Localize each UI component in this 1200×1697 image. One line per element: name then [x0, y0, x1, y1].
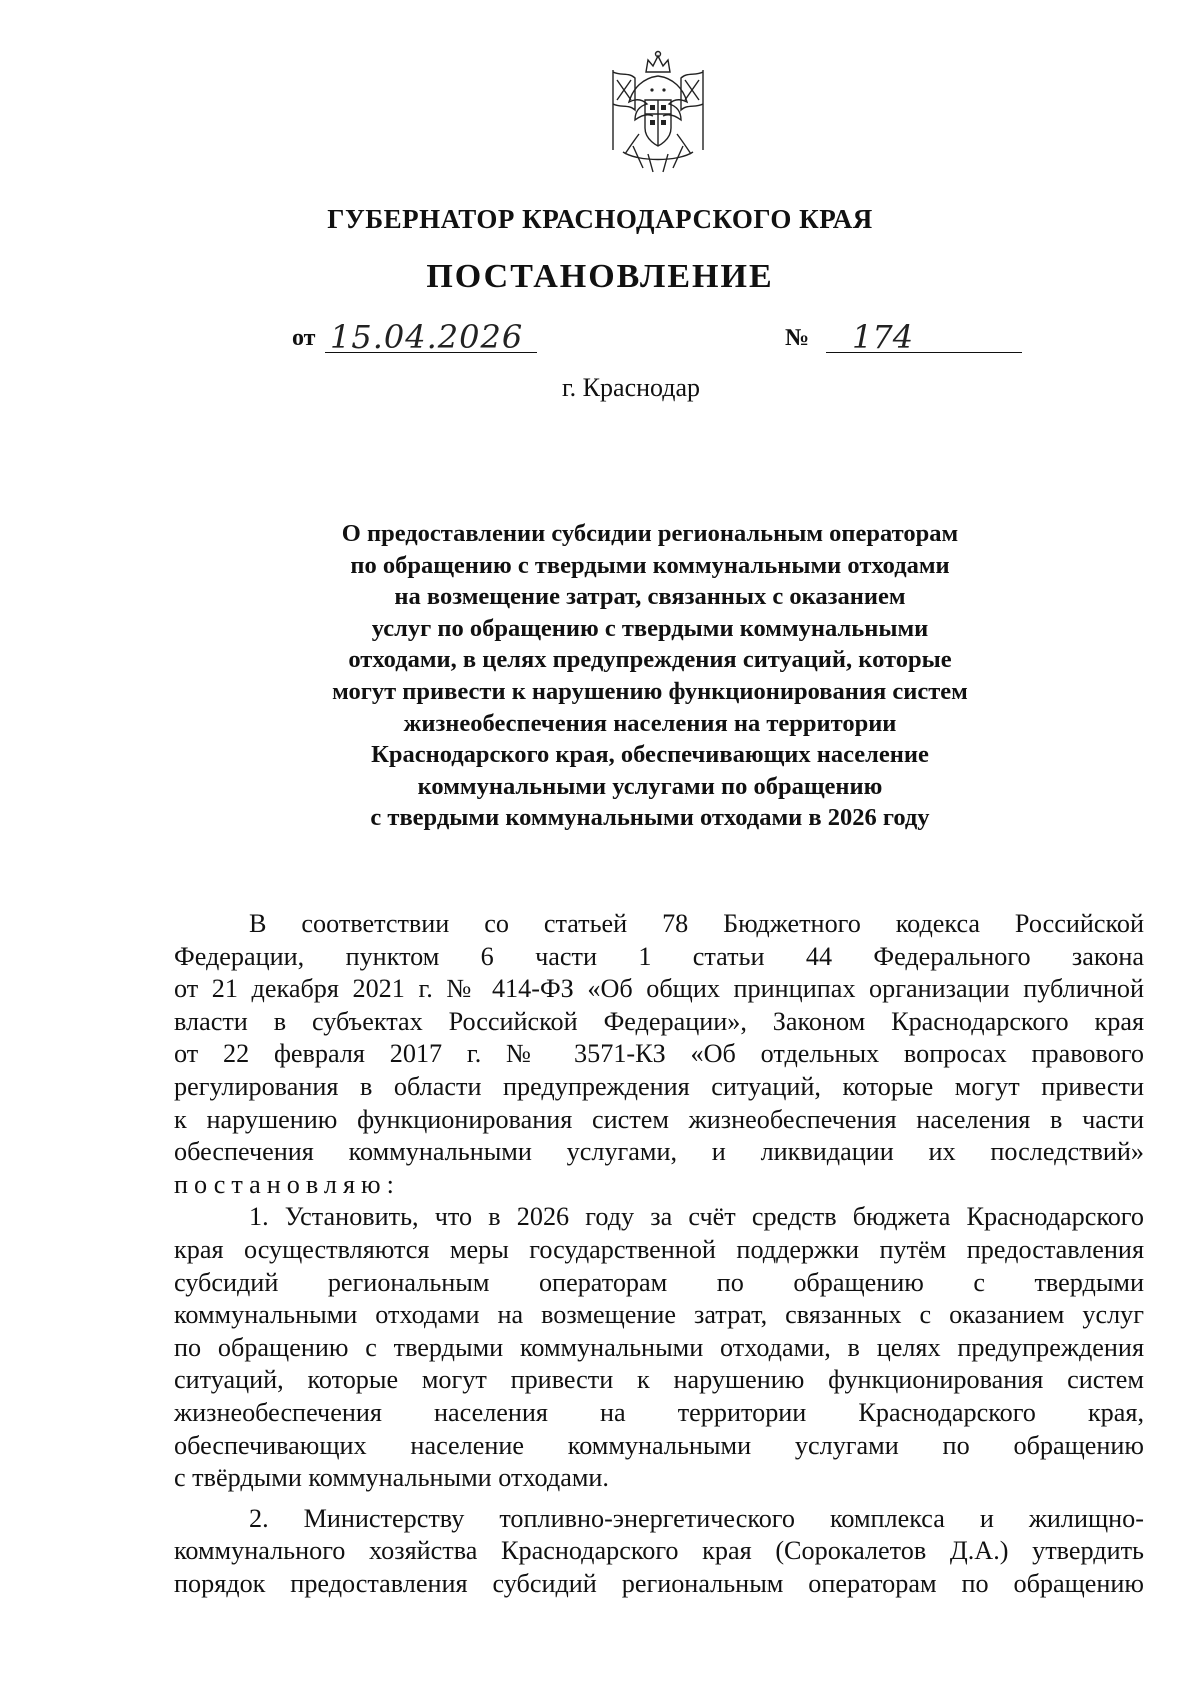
item-1-paragraph	[174, 1201, 1144, 1494]
document-number: 174	[852, 318, 914, 356]
item-line: субсидий региональным операторам по обращению с твердыми	[174, 1267, 1144, 1297]
title-line: О предоставлении субсидии региональным операторам	[341, 520, 959, 547]
preamble-paragraph	[174, 908, 1144, 1201]
number-prefix: №	[785, 325, 810, 351]
document-body	[174, 908, 1144, 1600]
item-line: порядок предоставления субсидий региональным операторам по обращению	[174, 1568, 1144, 1598]
title-line: по обращению с твердыми коммунальными отходами	[350, 551, 950, 579]
title-line: жизнеобеспечения населения на территории	[403, 709, 897, 737]
preamble-line: регулирования в области предупреждения ситуаций, которые могут привести	[174, 1071, 1144, 1101]
preamble-line: от 21 декабря 2021 г. № 414-ФЗ «Об общих принципах организации публичной	[174, 974, 1144, 1004]
item-line: коммунального хозяйства Краснодарского края (Сорокалетов Д.А.) утвердить	[174, 1536, 1144, 1566]
city: г. Краснодар	[561, 373, 701, 402]
document-title	[300, 518, 1000, 834]
item-line: 2. Министерству топливно-энергетического комплекса и жилищно-	[249, 1503, 1144, 1533]
item-line: края осуществляются меры государственной поддержки путём предоставления	[174, 1234, 1144, 1264]
preamble-line: обеспечения коммунальными услугами, и ликвидации их последствий»	[174, 1137, 1144, 1167]
date-prefix: от	[292, 325, 316, 351]
issuing-authority: ГУБЕРНАТОР КРАСНОДАРСКОГО КРАЯ	[327, 204, 873, 234]
date-underline	[325, 352, 537, 353]
preamble-line: власти в субъектах Российской Федерации», Законом Краснодарского края	[174, 1006, 1144, 1036]
title-line: отходами, в целях предупреждения ситуаций, которые	[348, 646, 952, 674]
preamble-line: от 22 февраля 2017 г. № 3571-КЗ «Об отдельных вопросах правового	[174, 1039, 1144, 1069]
number-underline	[826, 352, 1022, 353]
document-date: 15.04.2026	[330, 318, 524, 356]
preamble-line: к нарушению функционирования систем жизнеобеспечения населения в части	[174, 1104, 1144, 1134]
item-line: ситуаций, которые могут привести к нарушению функционирования систем	[174, 1365, 1144, 1395]
title-line: могут привести к нарушению функционирования систем	[332, 677, 968, 705]
item-line: по обращению с твердыми коммунальными отходами, в целях предупреждения	[174, 1332, 1144, 1362]
item-2-paragraph	[174, 1503, 1144, 1601]
title-line: на возмещение затрат, связанных с оказанием	[394, 583, 906, 611]
preamble-line: Федерации, пунктом 6 части 1 статьи 44 Федерального закона	[174, 941, 1144, 971]
item-line: с твёрдыми коммунальными отходами.	[174, 1463, 609, 1493]
title-line: услуг по обращению с твердыми коммунальными	[371, 614, 929, 642]
title-line: Краснодарского края, обеспечивающих население	[371, 741, 929, 769]
item-line: 1. Установить, что в 2026 году за счёт средств бюджета Краснодарского	[249, 1202, 1144, 1232]
item-line: жизнеобеспечения населения на территории Краснодарского края,	[174, 1397, 1144, 1427]
preamble-line: В соответствии со статьей 78 Бюджетного кодекса Российской	[249, 909, 1144, 938]
document-type: ПОСТАНОВЛЕНИЕ	[426, 258, 774, 295]
resolves-word: постановляю:	[174, 1169, 400, 1199]
item-line: коммунальными отходами на возмещение затрат, связанных с оказанием услуг	[174, 1300, 1144, 1330]
item-line: обеспечивающих население коммунальными услугами по обращению	[174, 1430, 1144, 1460]
title-line: с твердыми коммунальными отходами в 2026 году	[370, 804, 930, 832]
coat-of-arms-icon	[603, 50, 713, 176]
paragraph-gap	[174, 1495, 1144, 1503]
title-line: коммунальными услугами по обращению	[417, 772, 883, 800]
